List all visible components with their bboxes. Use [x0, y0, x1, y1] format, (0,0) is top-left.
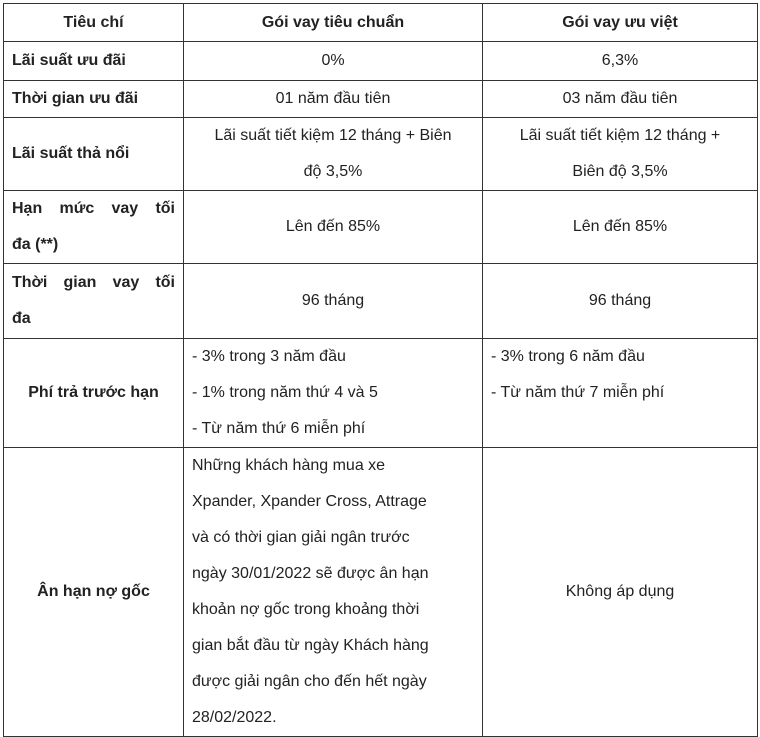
text-line: 28/02/2022. — [192, 709, 277, 726]
text-line: Thời gian vay tối — [12, 274, 175, 291]
text-line: Xpander, Xpander Cross, Attrage — [192, 493, 427, 510]
text-line: đa (**) — [12, 236, 59, 253]
text-line: - 1% trong năm thứ 4 và 5 — [192, 384, 378, 401]
text-line: ngày 30/01/2022 sẽ được ân hạn — [192, 565, 429, 582]
premium-value: Không áp dụng — [483, 448, 758, 737]
text-line: được giải ngân cho đến hết ngày — [192, 673, 427, 690]
header-criterion: Tiêu chí — [4, 4, 184, 42]
premium-value — [483, 339, 758, 448]
text-line: Những khách hàng mua xe — [192, 457, 386, 474]
table-row — [4, 81, 758, 118]
standard-value — [184, 448, 483, 737]
standard-value — [184, 118, 483, 191]
text-line: - Từ năm thứ 7 miễn phí — [491, 384, 665, 401]
table-row — [4, 118, 758, 191]
premium-value: Lên đến 85% — [483, 191, 758, 264]
table-row — [4, 448, 758, 737]
table-row — [4, 264, 758, 339]
text-line: độ 3,5% — [303, 163, 363, 180]
loan-comparison-table — [3, 3, 758, 737]
text-line: Biên độ 3,5% — [572, 163, 668, 180]
table-row — [4, 42, 758, 81]
text-line: và có thời gian giải ngân trước — [192, 529, 410, 546]
text-line: đa — [12, 310, 31, 327]
row-criterion: Phí trả trước hạn — [4, 339, 184, 448]
standard-value: Lên đến 85% — [184, 191, 483, 264]
table-row — [4, 191, 758, 264]
text-line: - 3% trong 3 năm đầu — [192, 348, 346, 365]
text-line: Hạn mức vay tối — [12, 200, 175, 217]
premium-value: 96 tháng — [483, 264, 758, 339]
text-line: - 3% trong 6 năm đầu — [491, 348, 645, 365]
text-line: - Từ năm thứ 6 miễn phí — [192, 420, 366, 437]
premium-value: 6,3% — [483, 42, 758, 81]
premium-value: 03 năm đầu tiên — [483, 81, 758, 118]
table-header-row — [4, 4, 758, 42]
row-criterion: Ân hạn nợ gốc — [4, 448, 184, 737]
premium-value — [483, 118, 758, 191]
row-criterion — [4, 191, 184, 264]
header-standard-package: Gói vay tiêu chuẩn — [184, 4, 483, 42]
standard-value — [184, 339, 483, 448]
text-line: khoản nợ gốc trong khoảng thời — [192, 601, 420, 618]
table-row — [4, 339, 758, 448]
row-criterion: Lãi suất ưu đãi — [4, 42, 184, 81]
text-line: Lãi suất tiết kiệm 12 tháng + — [519, 127, 721, 144]
row-criterion: Thời gian ưu đãi — [4, 81, 184, 118]
text-line: gian bắt đầu từ ngày Khách hàng — [192, 637, 429, 654]
header-premium-package: Gói vay ưu việt — [483, 4, 758, 42]
standard-value: 0% — [184, 42, 483, 81]
row-criterion — [4, 264, 184, 339]
row-criterion: Lãi suất thả nổi — [4, 118, 184, 191]
standard-value: 96 tháng — [184, 264, 483, 339]
standard-value: 01 năm đầu tiên — [184, 81, 483, 118]
text-line: Lãi suất tiết kiệm 12 tháng + Biên — [214, 127, 452, 144]
